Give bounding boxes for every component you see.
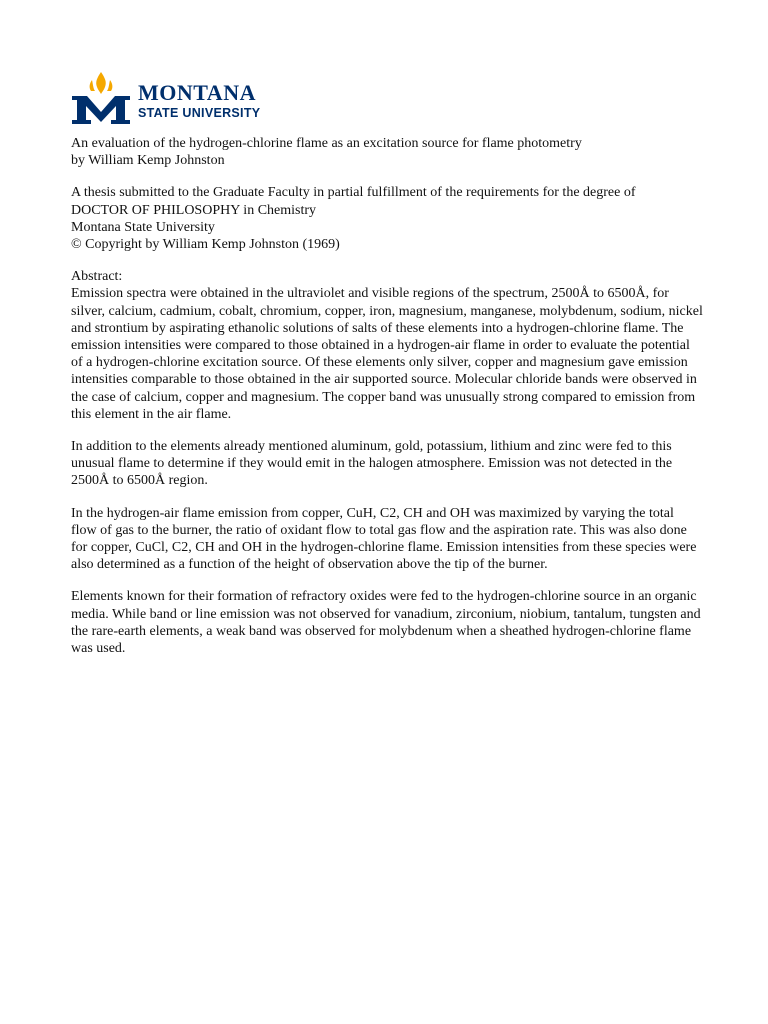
- copyright-notice: © Copyright by William Kemp Johnston (1969): [71, 237, 340, 253]
- abstract-paragraph: In addition to the elements already mentioned aluminum, gold, potassium, lithium and zinc were fed to this unusual flame to determine if they would emit in the halogen atmosphere. Emission was not detected in the 2500Å to 6500Å region.: [71, 439, 673, 489]
- abstract-paragraph: In the hydrogen-air flame emission from copper, CuH, C2, CH and OH was maximized by varying the total flow of gas to the burner, the ratio of oxidant flow to total gas flow and the aspiration rate. This was also done for copper, CuCl, C2, CH and OH in the hydrogen-chlorine flame. Emission intensities from these species were also determined as a function of the height of observation above the tip of the burner.: [71, 505, 697, 573]
- montana-state-m-icon: [70, 70, 132, 126]
- university-logo: [70, 70, 270, 126]
- abstract-paragraph: Elements known for their formation of refractory oxides were fed to the hydrogen-chlorine source in an organic media. While band or line emission was not observed for vanadium, zirconium, niobium, tantalum, tungsten and the rare-earth elements, a weak band was observed for molybdenum when a sheathed hydrogen-chlorine flame was used.: [71, 589, 701, 657]
- logo-line-state-university: STATE UNIVERSITY: [138, 106, 261, 120]
- institution-name: Montana State University: [71, 219, 215, 235]
- document-body: [71, 135, 703, 672]
- abstract-label: Abstract:: [71, 269, 123, 285]
- title-block: [71, 135, 703, 169]
- abstract-paragraph: [71, 268, 703, 423]
- abstract-text: Emission spectra were obtained in the ultraviolet and visible regions of the spectrum, 2500Å to 6500Å, for silver, calcium, cadmium, cobalt, chromium, copper, iron, magnesium, manganese, molybdenum, sodium, nickel and strontium by aspirating ethanolic solutions of salts of these elements into a hydrogen-chlorine flame. The emission intensities were compared to those obtained in a hydrogen-air flame in order to evaluate the potential of a hydrogen-chlorine excitation source. Of these elements only silver, copper and magnesium gave emission intensities comparable to those obtained in the air supported source. Molecular chloride bands were observed in the case of calcium, copper and magnesium. The copper band was unusually strong compared to emission from this element in the air flame.: [71, 286, 703, 422]
- thesis-title: An evaluation of the hydrogen-chlorine flame as an excitation source for flame photometry: [71, 136, 582, 151]
- logo-wordmark: [138, 82, 260, 120]
- thesis-author: by William Kemp Johnston: [71, 153, 225, 169]
- submission-statement: A thesis submitted to the Graduate Faculty in partial fulfillment of the requirements for the degree of: [71, 185, 636, 201]
- logo-line-montana: MONTANA: [138, 80, 256, 105]
- degree-name: DOCTOR OF PHILOSOPHY in Chemistry: [71, 202, 317, 218]
- degree-block: [71, 184, 703, 253]
